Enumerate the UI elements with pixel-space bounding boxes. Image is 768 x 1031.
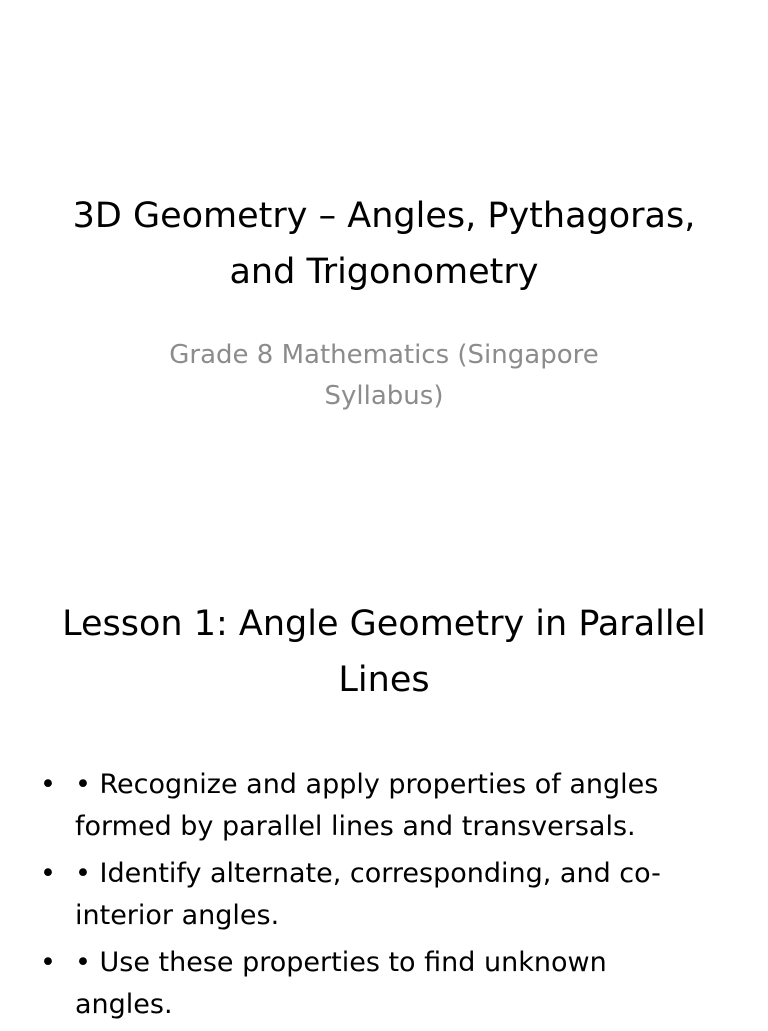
bullet-text: • Use these properties to find unknown angles.	[75, 947, 607, 1020]
bullet-text: • Recognize and apply properties of angles formed by parallel lines and transversals.	[75, 769, 659, 842]
bullet-marker: •	[40, 947, 56, 978]
bullet-text: • Identify alternate, corresponding, and co-interior angles.	[75, 858, 661, 931]
lesson-title: Lesson 1: Angle Geometry in Parallel Lines	[62, 604, 706, 700]
slide-subtitle: Grade 8 Mathematics (Singapore Syllabus)	[169, 340, 599, 411]
bullet-item	[40, 942, 700, 1026]
slide-title: 3D Geometry – Angles, Pythagoras, and Trigonometry	[72, 196, 696, 292]
bullet-item	[40, 853, 700, 937]
bullet-marker: •	[40, 769, 56, 800]
lesson-slide	[0, 576, 768, 1024]
bullet-list	[40, 764, 700, 1031]
bullet-item	[40, 764, 700, 848]
bullet-marker: •	[40, 858, 56, 889]
